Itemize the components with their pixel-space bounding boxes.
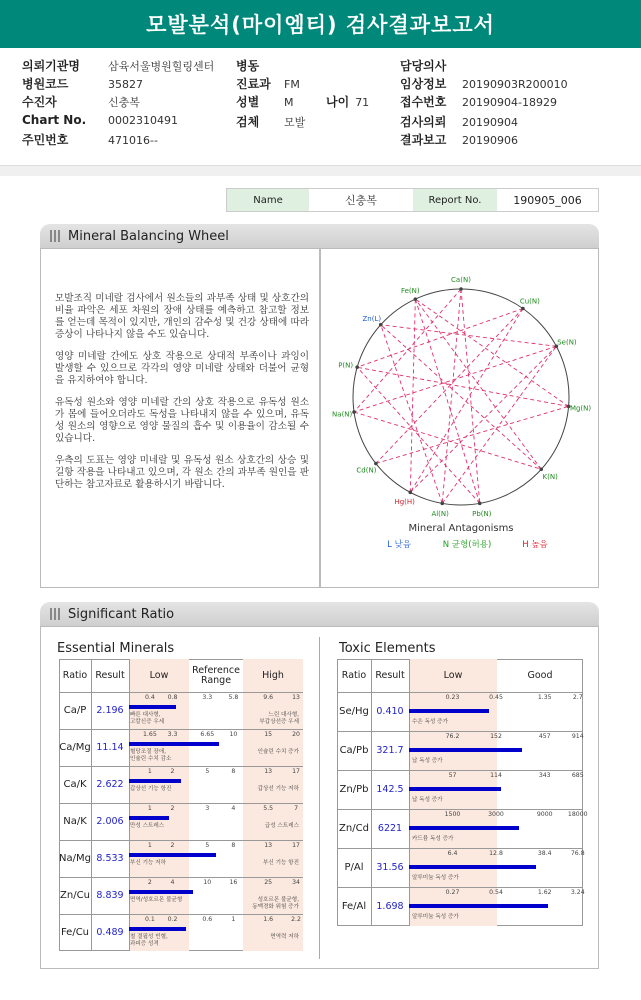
note-right: 급성 스트레스 bbox=[264, 823, 299, 829]
scale-tick: 7 bbox=[294, 805, 298, 812]
scale-tick: 16 bbox=[229, 879, 238, 886]
wheel-node-label: Hg(H) bbox=[394, 498, 415, 507]
wheel-text-panel bbox=[40, 248, 320, 588]
ratio-result: 8.839 bbox=[96, 890, 124, 901]
result-bar bbox=[129, 927, 186, 931]
header-label: 접수번호 bbox=[400, 95, 447, 109]
scale-tick: 15 bbox=[264, 731, 273, 738]
scale-tick: 3.24 bbox=[570, 889, 585, 896]
ratio-result: 8.533 bbox=[96, 853, 124, 864]
header-value: 20190904-18929 bbox=[462, 96, 557, 109]
mineral-wheel bbox=[321, 249, 600, 589]
toxic-title: Toxic Elements bbox=[339, 641, 436, 656]
legend-item: L 낮음 bbox=[387, 540, 411, 550]
scale-tick: 8 bbox=[231, 768, 236, 775]
ratio-name: Ca/Mg bbox=[59, 742, 91, 753]
scale-tick: 9.6 bbox=[263, 694, 274, 701]
scale-tick: 12.8 bbox=[489, 850, 503, 857]
scale-tick: 914 bbox=[571, 733, 584, 740]
antagonism-line bbox=[415, 299, 479, 503]
wheel-node-label: Cu(N) bbox=[519, 297, 540, 306]
scale-tick: 1 bbox=[147, 768, 152, 775]
scale-tick: 0.27 bbox=[445, 889, 460, 896]
header-label: 검체 bbox=[236, 115, 260, 129]
scale-tick: 9000 bbox=[536, 811, 553, 818]
antagonism-line bbox=[415, 299, 541, 469]
header-field bbox=[236, 113, 305, 130]
scale-tick: 0.45 bbox=[489, 694, 503, 701]
result-bar bbox=[129, 742, 219, 746]
wheel-node-dot bbox=[440, 502, 444, 506]
scale-tick: 38.4 bbox=[537, 850, 552, 857]
note-left: 카드뮴 독성 증가 bbox=[412, 836, 454, 842]
scale-tick: 20 bbox=[292, 731, 300, 738]
header-label: Chart No. bbox=[22, 113, 87, 127]
name-value: 신충복 bbox=[345, 194, 377, 207]
scale-tick: 8 bbox=[231, 842, 236, 849]
header-label: 임상정보 bbox=[400, 77, 447, 91]
scale-tick: 34 bbox=[292, 879, 300, 886]
scale-tick: 2.7 bbox=[572, 694, 583, 701]
result-bar bbox=[129, 705, 176, 709]
ratio-name: P/Al bbox=[344, 862, 364, 873]
ratio-name: Ca/P bbox=[63, 705, 87, 716]
scale-tick: 0.1 bbox=[144, 916, 155, 923]
ratio-name: Na/K bbox=[63, 816, 87, 827]
note-left: 빠른 대사형, 고칼신증 우세 bbox=[130, 712, 165, 725]
scale-tick: 5 bbox=[205, 768, 210, 775]
section-bar-icon bbox=[50, 230, 62, 242]
note-right: 면역력 저하 bbox=[270, 934, 299, 940]
scale-tick: 114 bbox=[490, 772, 502, 779]
scale-tick: 1 bbox=[147, 805, 152, 812]
header-label: 진료과 bbox=[236, 77, 271, 91]
wheel-node-dot bbox=[352, 410, 356, 414]
header-value: FM bbox=[284, 78, 300, 91]
wheel-node-label: Mg(N) bbox=[569, 404, 592, 413]
scale-tick: 2.2 bbox=[291, 916, 301, 923]
wheel-node-label: P(N) bbox=[338, 361, 354, 370]
antagonism-line bbox=[442, 346, 556, 503]
header-result: Result bbox=[95, 669, 125, 681]
name-table bbox=[226, 188, 599, 212]
wheel-paragraph: 우측의 도표는 영양 미네랄 및 유독성 원소 상호간의 상승 및 길항 작용을 나타내고 있으며, 각 원소 간의 과부족 원인을 판단하는 참고자료로 활용하시기 바랍니다. bbox=[55, 455, 309, 490]
header-good: Good bbox=[527, 669, 553, 681]
low-range-bg bbox=[129, 659, 189, 951]
header-value: 20190904 bbox=[462, 116, 518, 129]
wheel-node-label: Pb(N) bbox=[472, 510, 492, 519]
scale-tick: 5.5 bbox=[263, 805, 274, 812]
scale-tick: 18000 bbox=[567, 811, 588, 818]
header-ref: Reference Range bbox=[192, 664, 240, 686]
header-value: 20190903R200010 bbox=[462, 78, 568, 91]
scale-tick: 17 bbox=[292, 842, 300, 849]
scale-tick: 1 bbox=[147, 842, 152, 849]
header-value: 모발 bbox=[284, 116, 306, 129]
scale-tick: 10 bbox=[229, 731, 238, 738]
ratio-result: 1.698 bbox=[376, 901, 404, 912]
scale-tick: 4 bbox=[170, 879, 175, 886]
header-field bbox=[400, 131, 518, 148]
wheel-section-title: Mineral Balancing Wheel bbox=[68, 228, 229, 244]
note-right: 느린 대사형, 부갑상선증 우세 bbox=[259, 712, 299, 725]
wheel-node-dot bbox=[408, 491, 412, 495]
antagonism-line bbox=[442, 289, 461, 503]
scale-tick: 3.3 bbox=[167, 731, 178, 738]
note-right: 갑상선 기능 저하 bbox=[257, 786, 299, 792]
scale-tick: 25 bbox=[264, 879, 273, 886]
col-line bbox=[129, 659, 130, 951]
wheel-chart-panel bbox=[320, 248, 599, 588]
wheel-node-dot bbox=[379, 323, 383, 327]
scale-tick: 13 bbox=[264, 842, 273, 849]
result-bar bbox=[409, 904, 548, 908]
header-field bbox=[236, 93, 294, 110]
scale-tick: 0.4 bbox=[144, 694, 155, 701]
name-label: Name bbox=[227, 189, 309, 211]
note-left: 수은 독성 증가 bbox=[412, 719, 448, 725]
wheel-node-dot bbox=[355, 365, 359, 369]
ratio-name: Na/Mg bbox=[59, 853, 91, 864]
header-field bbox=[22, 93, 140, 110]
header-label: 병원코드 bbox=[22, 77, 69, 91]
wheel-section-header bbox=[40, 224, 599, 248]
header-value: 71 bbox=[355, 96, 370, 109]
wheel-paragraphs bbox=[55, 293, 309, 501]
wheel-node-label: Cd(N) bbox=[356, 466, 377, 475]
scale-tick: 1.65 bbox=[142, 731, 157, 738]
scale-tick: 0.6 bbox=[202, 916, 213, 923]
ratio-name: Fe/Al bbox=[341, 901, 367, 912]
antagonism-line bbox=[354, 346, 556, 412]
scale-tick: 3000 bbox=[488, 811, 504, 818]
ratio-name: Se/Hg bbox=[339, 706, 369, 717]
result-bar bbox=[129, 816, 169, 820]
scale-tick: 6.4 bbox=[447, 850, 458, 857]
legend-item: N 균형(허용) bbox=[442, 540, 492, 550]
antagonism-line bbox=[415, 299, 568, 406]
wheel-paragraph: 영양 미네랄 간에도 상호 작용으로 상대적 부족이나 과잉이 발생할 수 있으므로 각각의 영양 미네랄 상태와 더불어 균형을 유지하여야 합니다. bbox=[55, 351, 309, 386]
scale-tick: 10 bbox=[203, 879, 212, 886]
scale-tick: 152 bbox=[490, 733, 502, 740]
ratio-section-title: Significant Ratio bbox=[68, 606, 175, 622]
scale-tick: 13 bbox=[292, 694, 300, 701]
wheel-paragraph: 모발조직 미네랄 검사에서 원소들의 과부족 상태 및 상호간의 비율 파악은 세포 차원의 장애 상태를 예측하고 참고할 정보를 얻는데 목적이 있지만, 개인의 감수성 및 건강 상태에 따라 증상이 나타나지 않을 수도 있습니다. bbox=[55, 293, 309, 340]
wheel-node-dot bbox=[374, 462, 378, 466]
wheel-paragraph: 유독성 원소와 영양 미네랄 간의 상호 작용으로 유독성 원소가 몸에 들어오더라도 독성을 나타내지 않을 수 있으며, 유독성 원소의 영향으로 영양 물질의 흡수 및 이용율이 감소될 수 있습니다. bbox=[55, 397, 309, 444]
ratio-name: Zn/Cu bbox=[60, 890, 90, 901]
col-line bbox=[409, 659, 410, 926]
note-left: 납 독성 증가 bbox=[412, 797, 443, 803]
header-field bbox=[22, 113, 178, 127]
note-left: 철 결핍성 빈혈, 과피증 성격 bbox=[130, 934, 168, 947]
section-bar-icon bbox=[50, 608, 62, 620]
ratio-name: Ca/Pb bbox=[339, 745, 369, 756]
ratio-name: Zn/Cd bbox=[339, 823, 369, 834]
essential-title: Essential Minerals bbox=[57, 641, 175, 656]
note-left: 만성 스트레스 bbox=[130, 823, 165, 829]
header-value: 471016-- bbox=[108, 134, 158, 147]
ratio-name: Ca/K bbox=[63, 779, 87, 790]
antagonism-line bbox=[376, 309, 523, 464]
header-value: 신충복 bbox=[108, 96, 140, 109]
note-left: 납 독성 증가 bbox=[412, 758, 443, 764]
wheel-node-label: K(N) bbox=[542, 472, 558, 481]
ratio-panel bbox=[40, 626, 599, 969]
header-label: 성별 bbox=[236, 95, 260, 109]
ratio-result: 0.410 bbox=[376, 706, 404, 717]
scale-tick: 0.8 bbox=[167, 694, 178, 701]
scale-tick: 13 bbox=[264, 768, 273, 775]
header-label: 결과보고 bbox=[400, 133, 447, 147]
header-field bbox=[22, 57, 214, 74]
wheel-node-dot bbox=[539, 467, 543, 471]
scale-tick: 0.54 bbox=[489, 889, 503, 896]
wheel-node-label: Ca(N) bbox=[451, 276, 471, 284]
ratio-result: 2.622 bbox=[96, 779, 124, 790]
header-high: High bbox=[262, 669, 284, 681]
header-value: 35827 bbox=[108, 78, 143, 91]
report-no-value: 190905_006 bbox=[513, 193, 582, 207]
result-bar bbox=[129, 779, 181, 783]
header-field bbox=[22, 131, 158, 148]
scale-tick: 343 bbox=[538, 772, 551, 779]
header-value: 삼육서울병원힐링센터 bbox=[108, 60, 215, 73]
ratio-result: 0.489 bbox=[96, 927, 124, 938]
wheel-node-label: Al(N) bbox=[431, 510, 449, 519]
scale-tick: 1500 bbox=[444, 811, 461, 818]
header-value: 20190906 bbox=[462, 134, 518, 147]
wheel-node-dot bbox=[459, 287, 463, 291]
scale-tick: 3.3 bbox=[202, 694, 213, 701]
header-field bbox=[236, 75, 300, 92]
antagonism-line bbox=[461, 289, 480, 503]
patient-header bbox=[0, 48, 641, 166]
result-bar bbox=[409, 826, 519, 830]
ratio-result: 31.56 bbox=[376, 862, 404, 873]
report-body bbox=[0, 176, 641, 1000]
panel-divider bbox=[319, 637, 320, 959]
note-left: 혈당조절 장애, 인슐린 수치 감소 bbox=[130, 749, 172, 762]
ratio-result: 142.5 bbox=[376, 784, 404, 795]
scale-tick: 2 bbox=[170, 805, 175, 812]
scale-tick: 1.35 bbox=[537, 694, 552, 701]
scale-tick: 57 bbox=[448, 772, 457, 779]
result-bar bbox=[409, 865, 536, 869]
note-right: 성호르몬 불균형, 동맥경화 위험 증가 bbox=[252, 897, 299, 910]
result-bar bbox=[409, 787, 501, 791]
antagonism-line bbox=[410, 299, 415, 492]
scale-tick: 0.23 bbox=[445, 694, 460, 701]
note-right: 인슐린 수치 증가 bbox=[257, 749, 299, 755]
result-bar bbox=[409, 709, 489, 713]
scale-tick: 1 bbox=[231, 916, 236, 923]
antagonism-line bbox=[354, 412, 541, 469]
scale-tick: 76.8 bbox=[570, 850, 585, 857]
note-left: 갑상선 기능 항진 bbox=[130, 786, 172, 792]
header-label: 검사의뢰 bbox=[400, 115, 447, 129]
note-left: 면역/성호르몬 불균형 bbox=[130, 897, 183, 903]
header-label: 의뢰기관명 bbox=[22, 59, 80, 73]
result-bar bbox=[409, 748, 522, 752]
header-label: 나이 bbox=[326, 95, 350, 109]
antagonism-line bbox=[357, 309, 523, 368]
scale-tick: 2 bbox=[170, 842, 175, 849]
header-value: M bbox=[284, 96, 294, 109]
wheel-caption: Mineral Antagonisms bbox=[408, 523, 514, 534]
ratio-result: 11.14 bbox=[96, 742, 124, 753]
report-no-label: Report No. bbox=[413, 189, 497, 211]
scale-tick: 5.8 bbox=[228, 694, 239, 701]
ratio-name: Zn/Pb bbox=[339, 784, 369, 795]
wheel-node-label: Zn(L) bbox=[362, 315, 382, 324]
header-field bbox=[400, 113, 518, 130]
header-field bbox=[236, 57, 284, 74]
wheel-node-label: Fe(N) bbox=[400, 287, 420, 296]
header-result: Result bbox=[375, 669, 405, 681]
ratio-name: Fe/Cu bbox=[60, 927, 90, 938]
wheel-node-dot bbox=[414, 297, 418, 301]
note-right: 부신 기능 항진 bbox=[263, 860, 299, 866]
header-low: Low bbox=[149, 669, 169, 681]
report-title: 모발분석(마이엠티) 검사결과보고서 bbox=[0, 0, 641, 48]
ratio-section-header bbox=[40, 602, 599, 626]
header-field bbox=[400, 93, 557, 110]
legend-item: H 높음 bbox=[522, 540, 548, 550]
note-left: 알루미늄 독성 증가 bbox=[412, 875, 459, 881]
scale-tick: 457 bbox=[538, 733, 551, 740]
wheel-node-label: Se(N) bbox=[557, 338, 577, 347]
header-label: 주민번호 bbox=[22, 133, 69, 147]
scale-tick: 1.62 bbox=[537, 889, 552, 896]
header-field-age bbox=[326, 93, 369, 110]
note-left: 부신 기능 저하 bbox=[130, 860, 166, 866]
wheel-node-label: Na(N) bbox=[332, 410, 353, 419]
scale-tick: 76.2 bbox=[445, 733, 460, 740]
scale-tick: 0.2 bbox=[167, 916, 178, 923]
header-field bbox=[22, 75, 143, 92]
ratio-result: 6221 bbox=[377, 823, 403, 834]
scale-tick: 1.6 bbox=[263, 916, 274, 923]
header-low: Low bbox=[443, 669, 463, 681]
result-bar bbox=[129, 853, 216, 857]
ratio-result: 2.196 bbox=[96, 705, 124, 716]
note-left: 알루미늄 독성 증가 bbox=[412, 914, 459, 920]
result-bar bbox=[129, 890, 193, 894]
header-value: 0002310491 bbox=[108, 114, 178, 127]
header-label: 담당의사 bbox=[400, 59, 447, 73]
header-label: 병동 bbox=[236, 59, 260, 73]
header-field bbox=[400, 57, 462, 74]
header-field bbox=[400, 75, 568, 92]
scale-tick: 5 bbox=[205, 842, 210, 849]
header-ratio: Ratio bbox=[341, 669, 367, 681]
header-ratio: Ratio bbox=[62, 669, 88, 681]
ratio-result: 2.006 bbox=[96, 816, 124, 827]
scale-tick: 17 bbox=[292, 768, 300, 775]
wheel-node-dot bbox=[521, 307, 525, 311]
scale-tick: 2 bbox=[147, 879, 152, 886]
scale-tick: 685 bbox=[571, 772, 584, 779]
ratio-result: 321.7 bbox=[376, 745, 404, 756]
scale-tick: 4 bbox=[231, 805, 236, 812]
antagonism-line bbox=[381, 325, 443, 507]
scale-tick: 6.65 bbox=[200, 731, 215, 738]
scale-tick: 2 bbox=[170, 768, 175, 775]
header-label: 수진자 bbox=[22, 95, 57, 109]
antagonism-line bbox=[410, 346, 556, 492]
scale-tick: 3 bbox=[205, 805, 210, 812]
wheel-node-dot bbox=[478, 502, 482, 506]
